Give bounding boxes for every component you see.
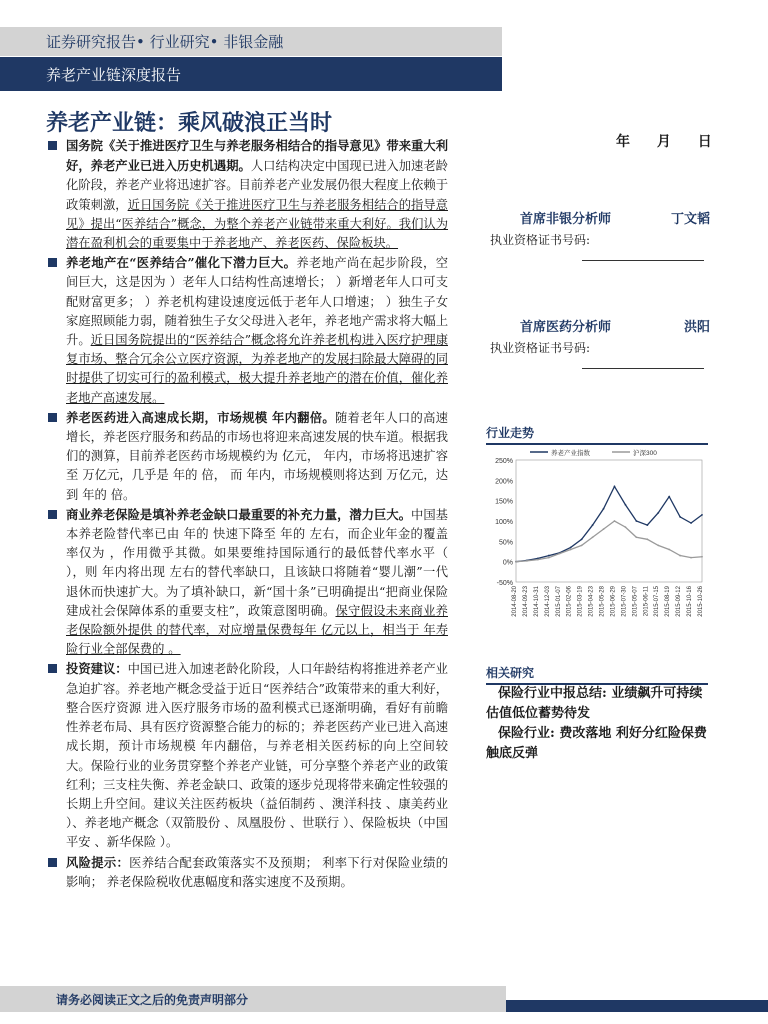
x-tick-label: 2015-06-11 xyxy=(643,586,650,617)
series-point xyxy=(592,524,594,526)
series-line xyxy=(516,486,702,561)
x-tick-label: 2015-01-07 xyxy=(555,586,562,617)
related-research-list xyxy=(486,684,708,764)
series-point xyxy=(581,538,583,540)
x-tick-label: 2015-07-15 xyxy=(654,586,661,617)
series-point xyxy=(657,512,659,514)
paragraph-lead: 国务院《关于推进医疗卫生与养老服务相结合的指导意见》带来重大利好，养老产业已进入历史机遇期。 xyxy=(66,138,448,174)
series-point xyxy=(570,549,572,551)
x-tick-label: 2015-05-28 xyxy=(599,586,606,617)
x-tick-label: 2015-02-06 xyxy=(566,586,573,617)
analyst-cert: 执业资格证书号码: xyxy=(490,233,591,247)
y-tick-label: 250% xyxy=(495,458,513,465)
legend-label: 养老产业指数 xyxy=(551,450,590,457)
series-point xyxy=(668,549,670,551)
plot-frame xyxy=(516,460,702,582)
related-research-item[interactable]: 保险行业中报总结: 业绩飙升可持续 估值低位蓄势待发 xyxy=(486,686,703,721)
series-point xyxy=(581,545,583,547)
series-point xyxy=(635,536,637,538)
bullet-square-icon xyxy=(48,510,57,519)
paragraph-risk xyxy=(46,853,448,892)
series-point xyxy=(625,526,627,528)
analyst-cert: 执业资格证书号码: xyxy=(490,341,591,355)
x-tick-label: 2014-12-03 xyxy=(544,586,551,617)
paragraph-lead: 风险提示： xyxy=(66,854,130,870)
series-point xyxy=(701,514,703,516)
series-point xyxy=(625,504,627,506)
footer-bar xyxy=(0,986,506,1012)
series-point xyxy=(701,556,703,558)
series-point xyxy=(570,547,572,549)
y-tick-label: 0% xyxy=(502,559,513,567)
paragraph-underlined: 近日国务院提出的“医养结合”概念将允许养老机构进入医疗护理康复市场、整合冗余公立医疗资源，为养老地产的发展扫除最大障碍的同时提供了切实可行的盈利模式，极大提升养老地产的潜在价值，催化养老地产高速发展。 xyxy=(66,333,448,405)
series-point xyxy=(635,520,637,522)
disclaimer-notice: 请务必阅读正文之后的免责声明部分 xyxy=(56,993,249,1007)
footer-accent-bar xyxy=(506,1000,768,1012)
x-tick-label: 2015-10-16 xyxy=(687,586,694,617)
header-breadcrumb-bar xyxy=(0,27,502,56)
series-point xyxy=(646,538,648,540)
y-tick-label: 50% xyxy=(498,539,513,547)
analyst-card xyxy=(490,316,710,369)
x-tick-label: 2015-09-12 xyxy=(676,586,683,617)
bullet-square-icon xyxy=(48,664,57,673)
paragraph-policy xyxy=(46,136,448,253)
paragraph-text: 中国已进入加速老龄化阶段，人口年龄结构将推进养老产业急迫扩容。养老地产概念受益于近日“医养结合”政策带来的重大利好，整合医疗资源 进入医疗服务市场的盈利模式已逐渐明确，看好有前瞻性养老布局、具有医疗资源整合能力的标的；养老医药产业已进入高速成长期，预计市场规模 年内翻倍，与养老相关医药标的向上空间较大。保险行业的业务贯穿整个养老产业链，可分享整个养老产业的政策红利；三支柱失衡、养老金缺口、政策的逐步兑现将带来确定性较强的长期上升空间。建议关注医药板块（益佰制药 、澳洋科技 、康美药业 ）、养老地产概念（双箭股份 、凤凰股份 、世联行 ）、保险板块（中国平安 、新华保险 ）。 xyxy=(66,662,448,850)
series-point xyxy=(548,557,550,559)
paragraph-lead: 投资建议： xyxy=(66,661,128,677)
series-point xyxy=(668,496,670,498)
y-tick-label: -50% xyxy=(496,580,513,587)
page-title: 养老产业链：乘风破浪正当时 xyxy=(46,110,333,136)
y-tick-label: 150% xyxy=(495,498,513,506)
x-tick-label: 2014-10-31 xyxy=(533,586,540,617)
series-point xyxy=(515,561,517,563)
related-research-label: 相关研究 xyxy=(486,664,708,685)
paragraph-text: 人口结构决定中国现已进入加速老龄化阶段，养老产业将迅速扩容。目前养老产业发展仍很大程度上依赖于政策刺激， xyxy=(66,159,448,212)
cert-number-line xyxy=(582,356,704,369)
x-tick-label: 2015-05-07 xyxy=(632,586,639,617)
paragraph-underlined: 保守假设未来商业养老保险额外提供 的替代率，对应增量保费每年 亿元以上，相当于 年寿险行业全部保费的 。 xyxy=(66,603,448,657)
analyst-title: 首席医药分析师 xyxy=(520,320,612,335)
series-point xyxy=(537,559,539,561)
cert-number-line xyxy=(582,248,704,261)
paragraph-lead: 商业养老保险是填补养老金缺口最重要的补充力量，潜力巨大。 xyxy=(66,506,412,522)
series-point xyxy=(657,545,659,547)
series-point xyxy=(526,560,528,562)
series-line xyxy=(516,521,702,562)
series-point xyxy=(559,553,561,555)
y-tick-label: 200% xyxy=(495,478,513,486)
report-body xyxy=(46,136,448,892)
paragraph-insurance xyxy=(46,505,448,660)
x-tick-label: 2014-08-20 xyxy=(512,586,518,617)
paragraph-text: 医养结合配套政策落实不及预期； 利率下行对保险业绩的影响； 养老保险税收优惠幅度和落实速度不及预期。 xyxy=(66,855,448,889)
x-tick-label: 2015-08-19 xyxy=(665,586,672,617)
series-point xyxy=(679,555,681,557)
x-tick-label: 2015-06-29 xyxy=(610,586,617,617)
series-point xyxy=(646,524,648,526)
series-point xyxy=(614,486,616,488)
bullet-square-icon xyxy=(48,413,57,422)
paragraph-lead: 养老医药进入高速成长期，市场规模 年内翻倍。 xyxy=(66,409,335,425)
series-point xyxy=(690,557,692,559)
analyst-name: 丁文韬 xyxy=(670,212,710,227)
paragraph-real-estate xyxy=(46,253,448,408)
paragraph-text: 养老地产尚在起步阶段，空间巨大，这是因为 ）老年人口结构性高速增长； ）新增老年人口可支配财富更多； ）养老机构建设速度远低于老年人口增速； ）独生子女家庭照顾能力弱，随着独生子女父母进入老年，养老地产需求将大幅上升。 xyxy=(66,256,448,348)
industry-trend-chart xyxy=(486,444,708,630)
series-point xyxy=(592,536,594,538)
x-tick-label: 2015-03-19 xyxy=(577,586,584,617)
breadcrumb: 证券研究报告• 行业研究• 非银金融 xyxy=(46,33,284,51)
analyst-name: 洪阳 xyxy=(683,320,710,335)
legend-label: 沪深300 xyxy=(633,450,657,457)
paragraph-underlined: 近日国务院《关于推进医疗卫生与养老服务相结合的指导意见》提出“医养结合”概念，为整个养老产业链带来重大利好。我们认为潜在盈利机会的重要集中于养老地产、养老医药、保险板块。 xyxy=(66,197,448,251)
paragraph-medicine xyxy=(46,408,448,505)
series-point xyxy=(614,520,616,522)
bullet-square-icon xyxy=(48,258,57,267)
paragraph-text: 随着老年人口的高速增长，养老医疗服务和药品的市场也将迎来高速发展的快车道。根据我们的测算，目前养老医药市场规模约为 亿元， 年内，市场将迅速扩容至 万亿元，几乎是 年的 倍， 而 年内，市场规模则将达到 万亿元，达到 年的 倍。 xyxy=(66,410,448,502)
series-point xyxy=(603,528,605,530)
x-tick-label: 2014-09-23 xyxy=(522,586,529,617)
report-date: 年 月 日 xyxy=(616,134,712,150)
chart-section-label: 行业走势 xyxy=(486,424,708,445)
x-tick-label: 2015-07-30 xyxy=(621,586,628,617)
x-tick-label: 2015-10-26 xyxy=(698,586,704,617)
paragraph-lead: 养老地产在“医养结合”催化下潜力巨大。 xyxy=(66,255,297,271)
paragraph-investment xyxy=(46,659,448,852)
paragraph-text: 中国基本养老险替代率已由 年的 快速下降至 年的 左右，而企业年金的覆盖率仅为 ，作用微乎其微。如果要维持国际通行的最低替代率水平（ ），则 年内将出现 左右的替代率缺口，且该缺口将随着“婴儿潮”一代退休而快速扩大。为了填补缺口，新“国十条”已明确提出“把商业保险建成社会保障体系的重要支柱”，政策意图明确。 xyxy=(66,507,448,618)
header-subtitle-bar xyxy=(0,57,502,91)
series-point xyxy=(603,508,605,510)
analyst-card xyxy=(490,208,710,261)
analyst-title: 首席非银分析师 xyxy=(520,212,612,227)
related-research-item[interactable]: 保险行业: 费改落地 利好分红险保费触底反弹 xyxy=(486,726,707,761)
x-tick-label: 2015-04-23 xyxy=(588,586,595,617)
series-point xyxy=(679,516,681,518)
series-point xyxy=(690,522,692,524)
y-tick-label: 100% xyxy=(495,519,513,526)
bullet-square-icon xyxy=(48,141,57,150)
chart-svg xyxy=(486,444,708,630)
bullet-square-icon xyxy=(48,858,57,867)
series-point xyxy=(548,555,550,557)
report-subtitle: 养老产业链深度报告 xyxy=(46,66,182,84)
